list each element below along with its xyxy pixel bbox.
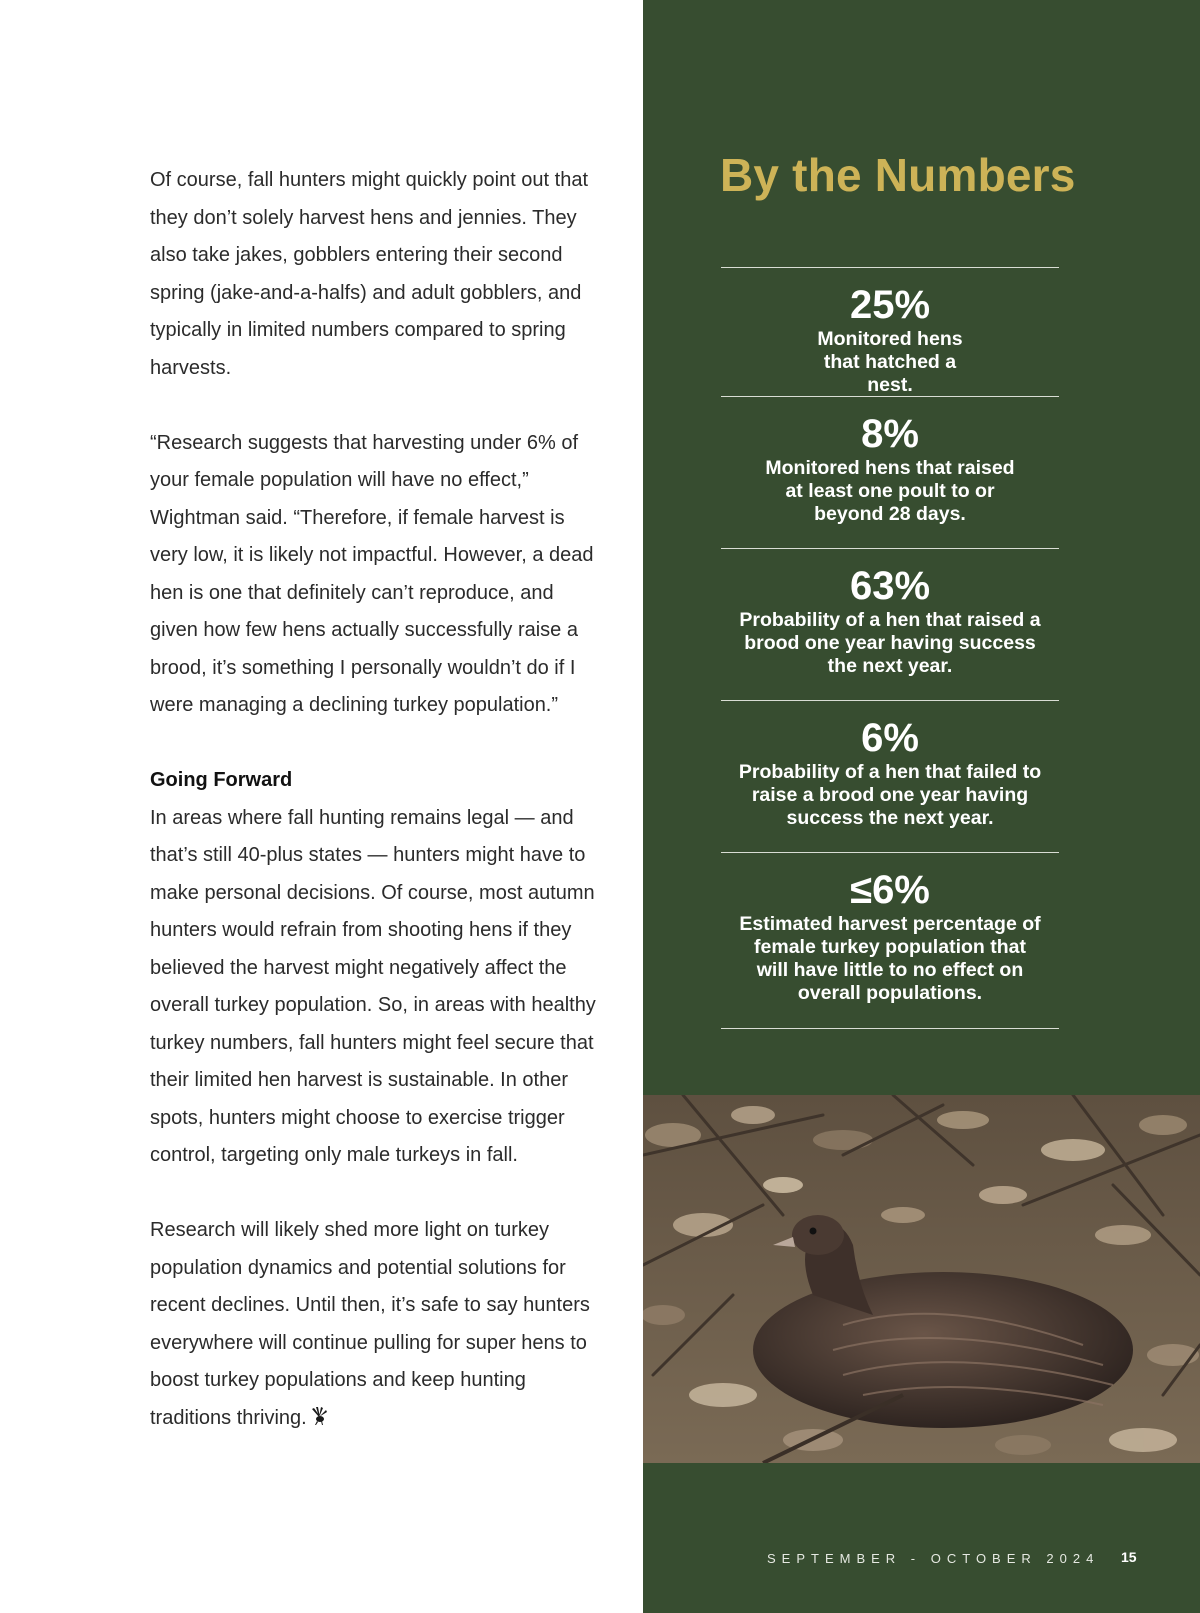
stat-value: 25% — [849, 283, 931, 327]
stat-description: Probability of a hen that failed to raise a brood one year having success the next year. — [738, 761, 1042, 829]
stat-item — [721, 701, 1059, 852]
turkey-end-mark-icon — [309, 1406, 329, 1426]
article-paragraph: “Research suggests that harvesting under 6% of your female population will have no effect,” Wightman said. “Therefore, if female harvest is very low, it is likely not impactful. However, a dead hen is one that definitely can’t reproduce, and given how few hens actually successfully raise a brood, it’s something I personally wouldn’t do if I were managing a declining turkey population.” — [150, 431, 594, 716]
hen-on-nest-image — [643, 1095, 1200, 1463]
stat-item — [721, 549, 1059, 700]
stat-item — [721, 397, 1059, 548]
turkey-hen-photo — [643, 1095, 1200, 1463]
stat-description: Monitored hens that hatched a nest. — [817, 328, 963, 396]
stat-description: Estimated harvest percentage of female turkey population that will have little to no effect on overall populations. — [739, 913, 1041, 1004]
panel-title: By the Numbers — [720, 149, 1076, 201]
article-paragraph: Of course, fall hunters might quickly point out that they don’t solely harvest hens and jennies. They also take jakes, gobblers entering their second spring (jake-and-a-halfs) and adult gobblers, and typically in limited numbers compared to spring harvests. — [150, 169, 588, 379]
section-heading: Going Forward — [150, 769, 293, 791]
stats-list — [721, 267, 1059, 1029]
stat-item — [721, 268, 1059, 396]
stat-value: ≤6% — [850, 868, 930, 912]
article-paragraph: In areas where fall hunting remains legal — and that’s still 40-plus states — hunters might have to make personal decisions. Of course, most autumn hunters would refrain from shooting hens if they believed the harvest might negatively affect the overall turkey population. So, in areas with healthy turkey numbers, fall hunters might feel secure that their limited hen harvest is sustainable. In other spots, hunters might choose to exercise trigger control, targeting only male turkeys in fall. — [150, 806, 596, 1166]
stat-value: 63% — [849, 564, 931, 608]
divider — [721, 1028, 1059, 1029]
page-number: 15 — [1121, 1549, 1137, 1565]
article-paragraph — [150, 1212, 600, 1437]
stat-value: 6% — [861, 716, 919, 760]
article-paragraph-text: Research will likely shed more light on turkey population dynamics and potential solutions for recent declines. Until then, it’s safe to say hunters everywhere will continue pulling for super hens to boost turkey populations and keep hunting traditions thriving. — [150, 1219, 590, 1429]
issue-date: SEPTEMBER - OCTOBER 2024 — [767, 1551, 1100, 1566]
stat-item — [721, 853, 1059, 1028]
stat-description: Monitored hens that raised at least one poult to or beyond 28 days. — [765, 457, 1015, 525]
article-body — [150, 162, 600, 1437]
stat-description: Probability of a hen that raised a brood one year having success the next year. — [739, 609, 1041, 677]
by-the-numbers-panel — [643, 0, 1200, 1613]
stat-value: 8% — [861, 412, 919, 456]
